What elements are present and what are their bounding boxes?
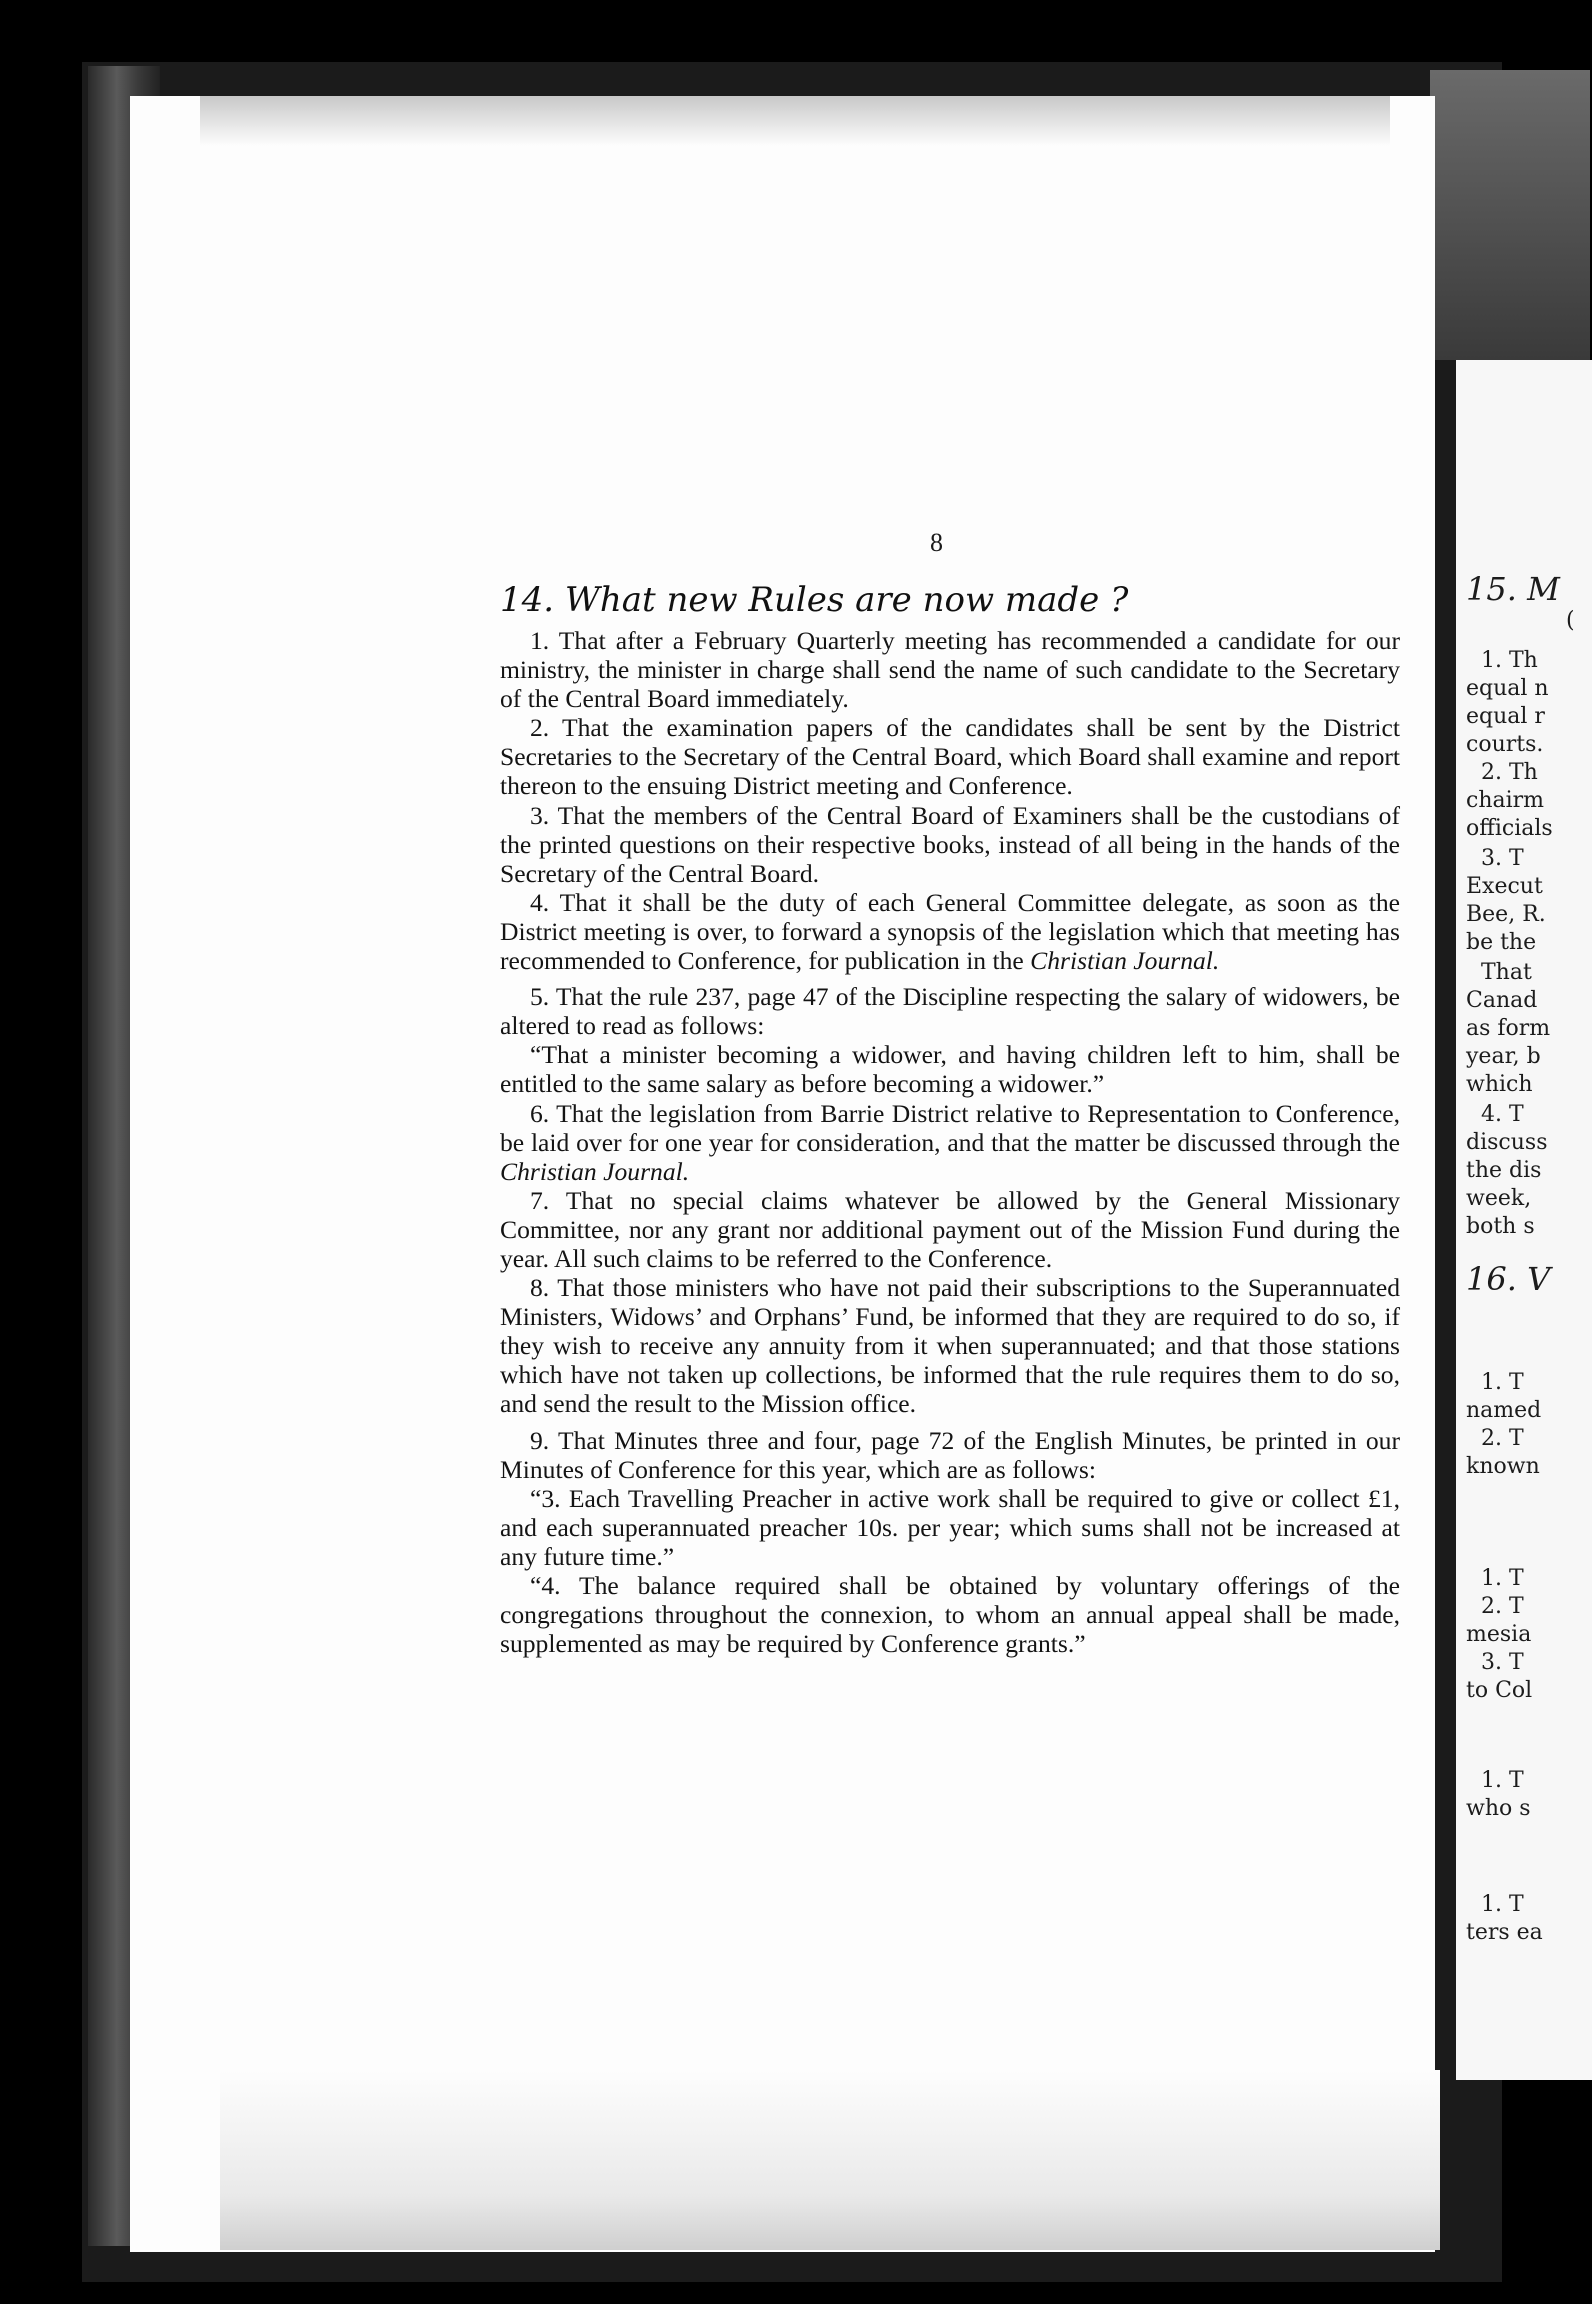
facing-line: known	[1466, 1454, 1540, 1479]
facing-line: 2. T	[1481, 1594, 1524, 1619]
journal-title: Christian Journal.	[1030, 946, 1220, 976]
facing-line: chairm	[1466, 788, 1545, 813]
facing-line: named	[1466, 1398, 1542, 1423]
rule-paragraph: 1. That after a February Quarterly meeting has recommended a candidate for our ministry, the minister in charge shall send the name of such candidate to the Secretary of the Central Board immediately.	[500, 626, 1400, 714]
rule-paragraph: 8. That those ministers who have not paid their subscriptions to the Superannuated Ministers, Widows’ and Orphans’ Fund, be informed that they are required to do so, if they wish to receive any annuity from it when superannuated; and that those stations which have not taken up collections, be informed that the rule requires them to do so, and send the result to the Mission office.	[500, 1273, 1400, 1419]
facing-line: ters ea	[1466, 1920, 1543, 1945]
facing-line: 4. T	[1481, 1102, 1524, 1127]
facing-line: 1. T	[1481, 1566, 1524, 1591]
facing-line: 2. Th	[1481, 760, 1538, 785]
facing-line: mesia	[1466, 1622, 1532, 1647]
rule-paragraph: 3. That the members of the Central Board of Examiners shall be the custodians of the printed questions on their respective books, instead of all being in the hands of the Secretary of the Central Board.	[500, 800, 1400, 888]
rule-paragraph: 9. That Minutes three and four, page 72 of the English Minutes, be printed in our Minutes of Conference for this year, which are as follows:	[500, 1425, 1400, 1484]
facing-line: 1. T	[1481, 1370, 1524, 1395]
facing-line: Bee, R.	[1466, 902, 1546, 927]
facing-line: which	[1466, 1072, 1533, 1097]
page-shadow-top	[200, 96, 1390, 146]
facing-heading: 15. M	[1466, 570, 1560, 608]
facing-line: the dis	[1466, 1158, 1542, 1183]
section-heading: 14. What new Rules are now made ?	[500, 580, 1129, 620]
facing-line: equal n	[1466, 676, 1549, 701]
facing-line: 3. T	[1481, 846, 1524, 871]
page-number: 8	[930, 528, 943, 557]
facing-line: Canad	[1466, 988, 1538, 1013]
facing-line: officials	[1466, 816, 1553, 841]
rule-paragraph	[500, 888, 1400, 975]
rule-paragraph	[500, 1099, 1400, 1186]
facing-page-fragment	[1450, 360, 1592, 2080]
facing-heading: 16. V	[1466, 1260, 1551, 1298]
facing-line: be the	[1466, 930, 1537, 955]
quoted-rule: “That a minister becoming a widower, and having children left to him, shall be entitled to the same salary as before becoming a widower.”	[500, 1040, 1400, 1099]
facing-line: Execut	[1466, 874, 1543, 899]
facing-line: both s	[1466, 1214, 1535, 1239]
journal-title: Christian Journal.	[500, 1156, 690, 1186]
facing-line: 1. T	[1481, 1892, 1524, 1917]
facing-line: (	[1566, 608, 1575, 633]
rule-paragraph: 2. That the examination papers of the candidates shall be sent by the District Secretaries to the Secretary of the Central Board, which Board shall examine and report thereon to the ensuing District meeting and Conference.	[500, 713, 1400, 801]
facing-line: who s	[1466, 1796, 1531, 1821]
facing-line: to Col	[1466, 1678, 1533, 1703]
facing-line: 3. T	[1481, 1650, 1524, 1675]
rules-text	[500, 626, 1400, 1658]
facing-line: courts.	[1466, 732, 1544, 757]
rule-paragraph: 5. That the rule 237, page 47 of the Discipline respecting the salary of widowers, be altered to read as follows:	[500, 982, 1400, 1041]
page-shadow-bottom	[220, 2070, 1440, 2250]
facing-line: 2. T	[1481, 1426, 1524, 1451]
facing-line: 1. Th	[1481, 648, 1538, 673]
rule-text: 4. That it shall be the duty of each General Committee delegate, as soon as the District meeting is over, to forward a synopsis of the legislation which that meeting has recommended to Conference, for publication in the	[500, 887, 1400, 976]
cover-corner	[1430, 70, 1590, 360]
facing-line: as form	[1466, 1016, 1551, 1041]
rule-text: 6. That the legislation from Barrie District relative to Representation to Conference, be laid over for one year for consideration, and that the matter be discussed through the	[500, 1098, 1400, 1157]
quoted-minute: “3. Each Travelling Preacher in active work shall be required to give or collect £1, and each superannuated preacher 10s. per year; which sums shall not be increased at any future time.”	[500, 1483, 1400, 1571]
facing-line: 1. T	[1481, 1768, 1524, 1793]
facing-line: week,	[1466, 1186, 1532, 1211]
facing-line: year, b	[1466, 1044, 1541, 1069]
facing-line: equal r	[1466, 704, 1545, 729]
quoted-minute: “4. The balance required shall be obtained by voluntary offerings of the congregations throughout the connexion, to whom an annual appeal shall be made, supplemented as may be required by Conference grants.”	[500, 1571, 1400, 1659]
rule-paragraph: 7. That no special claims whatever be allowed by the General Missionary Committee, nor any grant nor additional payment out of the Mission Fund during the year. All such claims to be referred to the Conference.	[500, 1185, 1400, 1273]
facing-line: discuss	[1466, 1130, 1548, 1155]
facing-line: That	[1481, 960, 1532, 985]
